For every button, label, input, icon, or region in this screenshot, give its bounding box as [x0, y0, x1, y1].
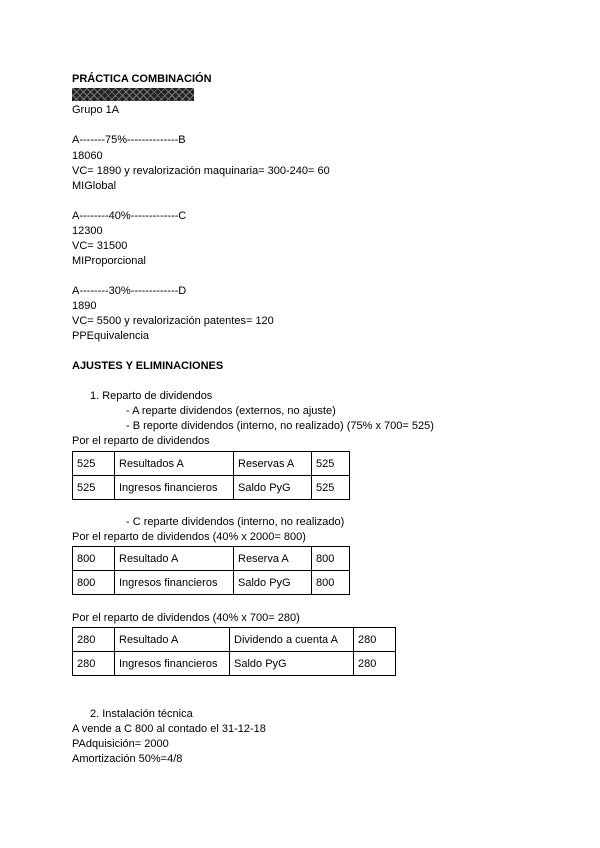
method-d: PPEquivalencia [72, 330, 150, 342]
credit-amount: 525 [312, 452, 350, 476]
credit-account: Saldo PyG [234, 476, 312, 500]
group-label: Grupo 1A [72, 104, 120, 116]
vc-d: VC= 5500 y revalorización patentes= 120 [72, 315, 274, 327]
method-c: MIProporcional [72, 255, 146, 267]
journal-table-1 [72, 451, 350, 500]
credit-account: Dividendo a cuenta A [230, 628, 354, 652]
debit-account: Ingresos financieros [115, 476, 234, 500]
debit-amount: 280 [73, 628, 115, 652]
item2-label: 2. Instalación técnica [90, 708, 193, 720]
credit-account: Reserva A [234, 547, 312, 571]
redacted-name [72, 88, 194, 101]
vc-b: VC= 1890 y revalorización maquinaria= 300-240= 60 [72, 165, 330, 177]
credit-amount: 800 [312, 571, 350, 595]
amount-b: 18060 [72, 150, 103, 162]
journal-table-3 [72, 627, 396, 676]
amount-c: 12300 [72, 225, 103, 237]
credit-amount: 525 [312, 476, 350, 500]
credit-account: Reservas A [234, 452, 312, 476]
item2-line3: Amortización 50%=4/8 [72, 753, 183, 765]
debit-amount: 800 [73, 571, 115, 595]
debit-account: Resultados A [115, 452, 234, 476]
credit-account: Saldo PyG [230, 652, 354, 676]
item2-line2: PAdquisición= 2000 [72, 738, 169, 750]
debit-account: Resultado A [115, 628, 230, 652]
journal-table-2 [72, 546, 350, 595]
debit-amount: 525 [73, 452, 115, 476]
credit-amount: 280 [354, 652, 396, 676]
table-row [73, 652, 396, 676]
item1-label: 1. Reparto de dividendos [90, 390, 213, 402]
relation-ac: A--------40%-------------C [72, 210, 187, 222]
table-row [73, 547, 350, 571]
item1-bullet-a: - A reparte dividendos (externos, no ajuste) [126, 405, 336, 417]
item2-line1: A vende a C 800 al contado el 31-12-18 [72, 723, 266, 735]
relation-ad: A--------30%-------------D [72, 285, 187, 297]
document-title: PRÁCTICA COMBINACIÓN [72, 73, 212, 85]
item1-bullet-c: - C reparte dividendos (interno, no realizado) [126, 516, 345, 528]
caption-3: Por el reparto de dividendos (40% x 700= 280) [72, 612, 300, 624]
relation-ab: A-------75%--------------B [72, 134, 186, 146]
table-row [73, 452, 350, 476]
credit-account: Saldo PyG [234, 571, 312, 595]
table-row [73, 571, 350, 595]
amount-d: 1890 [72, 300, 97, 312]
debit-account: Resultado A [115, 547, 234, 571]
caption-2: Por el reparto de dividendos (40% x 2000= 800) [72, 531, 306, 543]
credit-amount: 280 [354, 628, 396, 652]
item1-bullet-b: - B reporte dividendos (interno, no realizado) (75% x 700= 525) [126, 420, 434, 432]
debit-account: Ingresos financieros [115, 652, 230, 676]
debit-account: Ingresos financieros [115, 571, 234, 595]
vc-c: VC= 31500 [72, 240, 128, 252]
table-row [73, 628, 396, 652]
adjustments-heading: AJUSTES Y ELIMINACIONES [72, 360, 224, 372]
method-b: MIGlobal [72, 180, 117, 192]
debit-amount: 280 [73, 652, 115, 676]
credit-amount: 800 [312, 547, 350, 571]
debit-amount: 800 [73, 547, 115, 571]
table-row [73, 476, 350, 500]
debit-amount: 525 [73, 476, 115, 500]
caption-1: Por el reparto de dividendos [72, 435, 210, 447]
